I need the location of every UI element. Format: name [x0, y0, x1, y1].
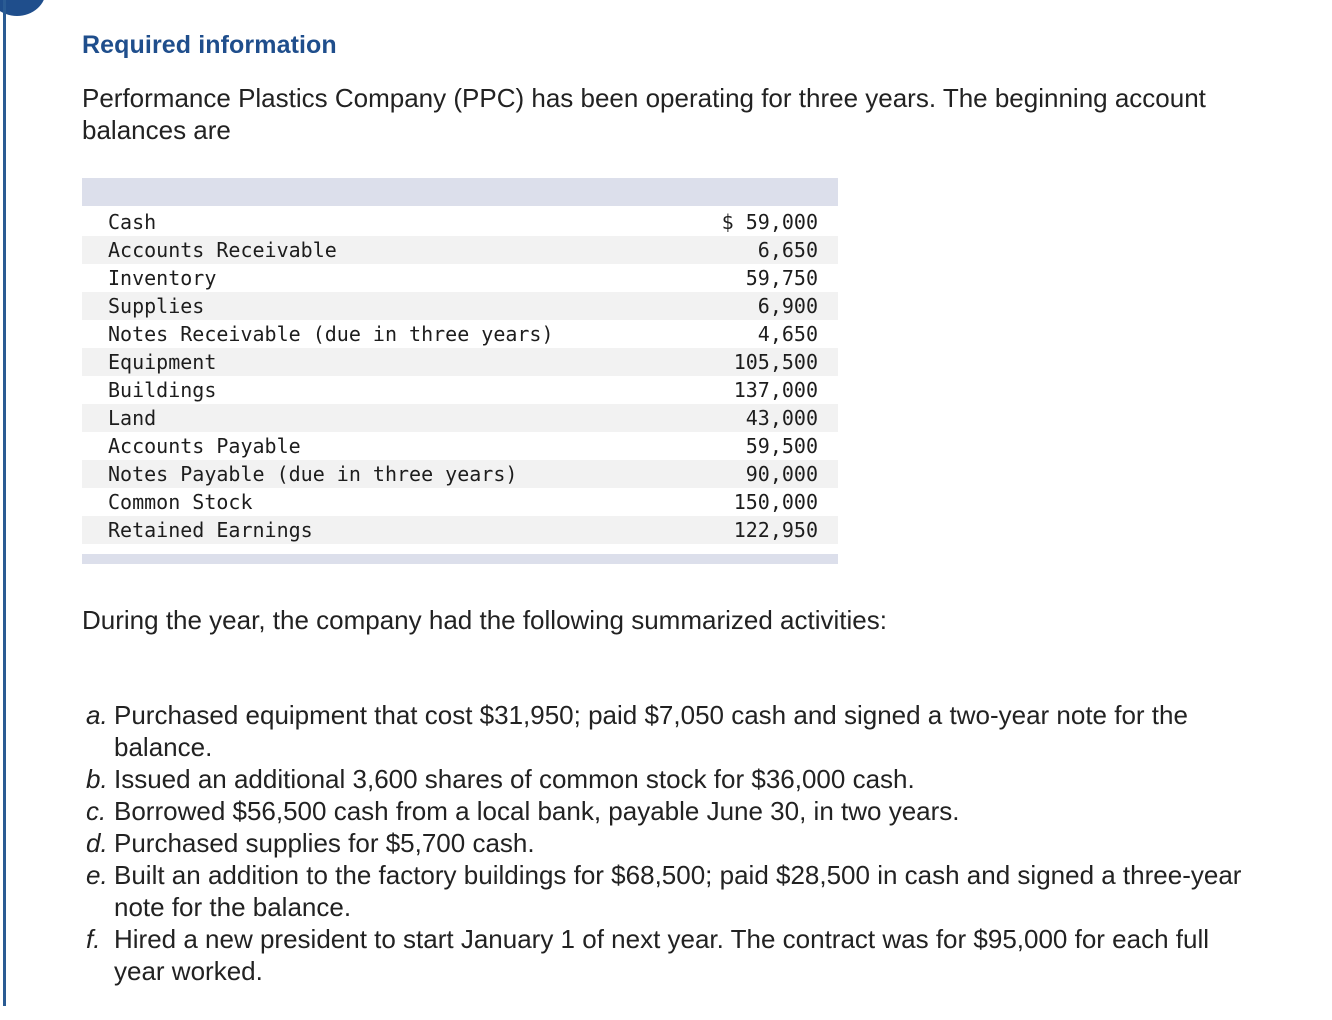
account-name: Retained Earnings [108, 518, 313, 542]
item-letter: b. [86, 764, 108, 794]
account-name: Inventory [108, 266, 217, 290]
table-row [82, 516, 838, 544]
table-row [82, 488, 838, 516]
item-letter: d. [86, 828, 108, 858]
left-accent-rule [3, 0, 6, 1006]
account-amount: 59,750 [745, 266, 818, 290]
account-amount: 137,000 [733, 378, 818, 402]
table-row [82, 264, 838, 292]
account-name: Supplies [108, 294, 205, 318]
table-row [82, 236, 838, 264]
account-name: Cash [108, 210, 157, 234]
account-amount: 6,900 [757, 294, 818, 318]
account-amount: 90,000 [745, 462, 818, 486]
list-item [86, 795, 1266, 827]
list-item [86, 859, 1266, 923]
item-text: Hired a new president to start January 1 of next year. The contract was for $95,000 for each full year worked. [114, 924, 1210, 986]
item-text: Purchased equipment that cost $31,950; paid $7,050 cash and signed a two-year note for the balance. [114, 700, 1188, 762]
account-name: Accounts Payable [108, 434, 301, 458]
account-name: Buildings [108, 378, 217, 402]
table-row [82, 208, 838, 236]
table-row [82, 292, 838, 320]
list-item [86, 923, 1266, 987]
table-row [82, 348, 838, 376]
corner-badge [0, 0, 46, 16]
account-amount: 4,650 [757, 322, 818, 346]
item-text: Issued an additional 3,600 shares of common stock for $36,000 cash. [114, 764, 915, 794]
activities-list [86, 699, 1266, 987]
intro-paragraph: Performance Plastics Company (PPC) has been operating for three years. The beginning account balances are [82, 83, 1206, 145]
list-item [86, 827, 1266, 859]
item-letter: e. [86, 860, 108, 890]
item-text: Borrowed $56,500 cash from a local bank, payable June 30, in two years. [114, 796, 960, 826]
page-title: Required information [82, 31, 337, 59]
account-amount: 59,500 [745, 434, 818, 458]
account-name: Common Stock [108, 490, 253, 514]
table-body [82, 206, 838, 544]
account-amount: 122,950 [733, 518, 818, 542]
table-row [82, 460, 838, 488]
activities-intro: During the year, the company had the following summarized activities: [82, 605, 887, 635]
account-name: Notes Payable (due in three years) [108, 462, 518, 486]
item-text: Built an addition to the factory buildings for $68,500; paid $28,500 in cash and signed a three-year note for the balance. [114, 860, 1242, 922]
item-letter: c. [86, 796, 107, 826]
item-letter: a. [86, 700, 108, 730]
account-balances-table [82, 178, 838, 564]
table-row [82, 404, 838, 432]
item-letter: f. [86, 924, 101, 954]
account-amount: 43,000 [745, 406, 818, 430]
account-amount: 150,000 [733, 490, 818, 514]
account-amount: 6,650 [757, 238, 818, 262]
table-row [82, 432, 838, 460]
account-amount: 105,500 [733, 350, 818, 374]
list-item [86, 699, 1266, 763]
table-row [82, 376, 838, 404]
table-header-bar [82, 178, 838, 206]
list-item [86, 763, 1266, 795]
account-name: Land [108, 406, 157, 430]
item-text: Purchased supplies for $5,700 cash. [114, 828, 535, 858]
account-name: Accounts Receivable [108, 238, 337, 262]
table-row [82, 320, 838, 348]
table-footer-bar [82, 554, 838, 564]
account-amount: $ 59,000 [721, 210, 818, 234]
account-name: Notes Receivable (due in three years) [108, 322, 554, 346]
account-name: Equipment [108, 350, 217, 374]
